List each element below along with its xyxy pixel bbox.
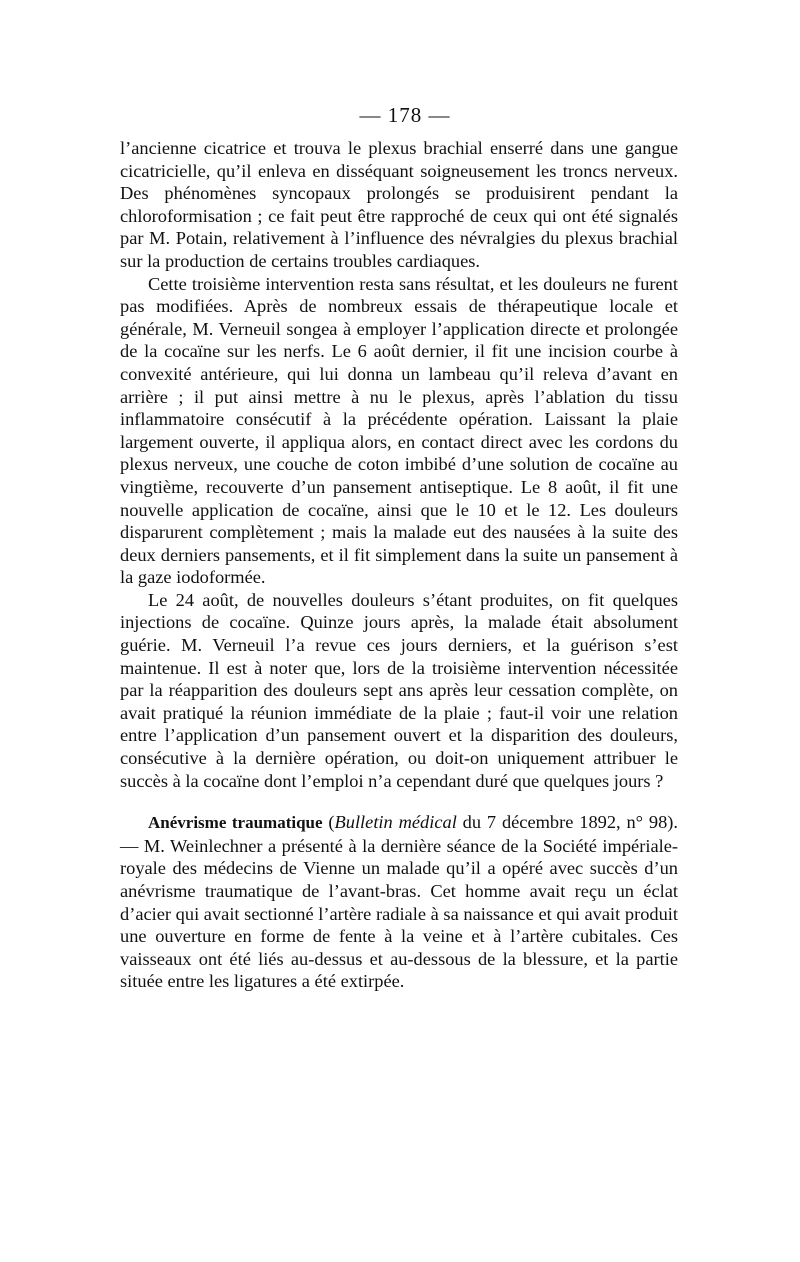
page-number: — 178 —	[359, 103, 451, 127]
paragraph-outcome: Le 24 août, de nouvelles douleurs s’étant produites, on fit quelques injections de cocaïne. Quinze jours après, la malade était absolument guérie. M. Verneuil l’a revue ces jours derniers, et la guérison s’est maintenue. Il est à noter que, lors de la troisième intervention nécessitée par la réapparition des douleurs sept ans après leur cessation complète, on avait pratiqué la réunion immédiate de la plaie ; faut-il voir une relation entre l’application d’un pansement ouvert et la disparition des douleurs, consécutive à la dernière opération, ou doit-on uniquement attribuer le succès à la cocaïne dont l’emploi n’a cependant duré que quelques jours ?	[120, 589, 678, 791]
citation-journal: Bulletin médical	[334, 812, 457, 833]
citation-open-paren: (	[322, 812, 335, 833]
section-body: du 7 décembre 1892, n° 98). — M. Weinlechner a présenté à la dernière séance de la Société impériale-royale des médecins de Vienne un malade qu’il a opéré avec succès d’un anévrisme traumatique de l’avant-bras. Cet homme avait reçu un éclat d’acier qui avait sectionné l’artère radiale à sa naissance et qui avait produit une ouverture en forme de fente à la veine et à l’artère cubitales. Ces vaisseaux ont été liés au-dessus et au-dessous de la blessure, et la partie située entre les ligatures a été extirpée.	[120, 812, 678, 992]
section-aneurysm	[120, 811, 678, 993]
section-title: Anévrisme traumatique	[148, 813, 323, 833]
paragraph-third-intervention: Cette troisième intervention resta sans résultat, et les douleurs ne furent pas modifiées. Après de nombreux essais de thérapeutique locale et générale, M. Verneuil songea à employer l’application directe et prolongée de la cocaïne sur les nerfs. Le 6 août dernier, il fit une incision courbe à convexité antérieure, qui lui donna un lambeau qu’il releva d’avant en arrière ; il put ainsi mettre à nu le plexus, après l’ablation du tissu inflammatoire consécutif à la précédente opération. Laissant la plaie largement ouverte, il appliqua alors, en contact direct avec les cordons du plexus nerveux, une couche de coton imbibé d’une solution de cocaïne au vingtième, recouverte d’un pansement antiseptique. Le 8 août, il fit une nouvelle application de cocaïne, ainsi que le 10 et le 12. Les douleurs disparurent complètement ; mais la malade eut des nausées à la suite des deux derniers pansements, et il fit simplement dans la suite un pansement à la gaze iodoformée.	[120, 273, 678, 588]
document-page	[120, 100, 678, 993]
paragraph-continuation: l’ancienne cicatrice et trouva le plexus brachial enserré dans une gangue cicatricielle, qu’il enleva en disséquant soigneusement les troncs nerveux. Des phénomènes syncopaux prolongés se produisirent pendant la chloroformisation ; ce fait peut être rapproché de ceux qui ont été signalés par M. Potain, relativement à l’influence des névralgies du plexus brachial sur la production de certains troubles cardiaques.	[120, 138, 678, 271]
